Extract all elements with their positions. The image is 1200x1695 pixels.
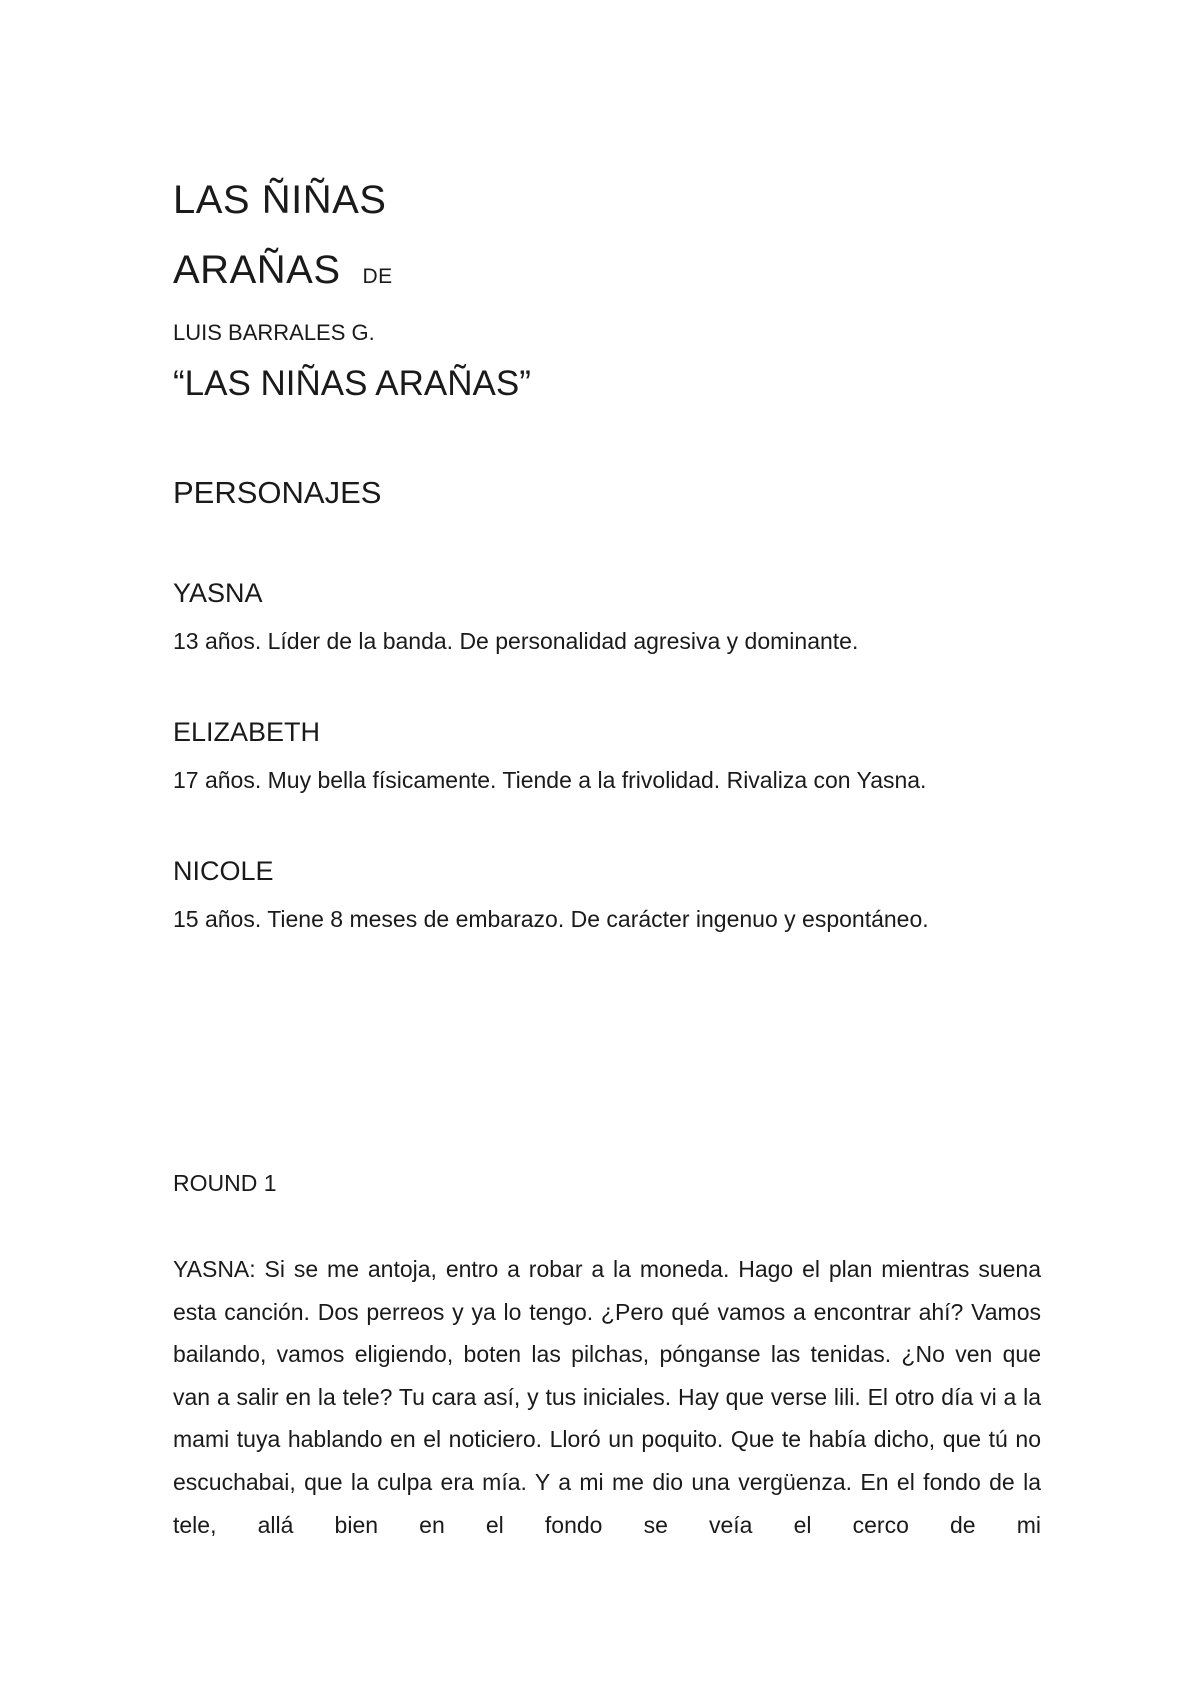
character-name: ELIZABETH bbox=[173, 717, 321, 747]
dialogue-paragraph: YASNA: Si se me antoja, entro a robar a la moneda. Hago el plan mientras suena esta canción. Dos perreos y ya lo tengo. ¿Pero qué vamos a encontrar ahí? Vamos bailando, vamos eligiendo, boten las pilchas, pónganse las tenidas. ¿No ven que van a salir en la tele? Tu cara así, y tus iniciales. Hay que verse lili. El otro día vi a la mami tuya hablando en el noticiero. Lloró un poquito. Que te había dicho, que tú no escuchabai, que la culpa era mía. Y a mi me dio una vergüenza. En el fondo de la tele, allá bien en el fondo se veía el cerco de mi bbox=[173, 1256, 1041, 1538]
character-description: 15 años. Tiene 8 meses de embarazo. De carácter ingenuo y espontáneo. bbox=[173, 906, 929, 932]
round-heading: ROUND 1 bbox=[173, 1170, 277, 1196]
character-name: NICOLE bbox=[173, 856, 274, 886]
play-subtitle: “LAS NIÑAS ARAÑAS” bbox=[173, 364, 531, 403]
character-description: 13 años. Líder de la banda. De personalidad agresiva y dominante. bbox=[173, 628, 859, 654]
character-name: YASNA bbox=[173, 578, 263, 608]
title-de: DE bbox=[362, 265, 393, 288]
author-name: LUIS BARRALES G. bbox=[173, 320, 375, 345]
title-line-2-row bbox=[173, 250, 393, 290]
characters-heading: PERSONAJES bbox=[173, 475, 382, 510]
title-line-1: LAS ÑIÑAS bbox=[173, 178, 387, 222]
character-description: 17 años. Muy bella físicamente. Tiende a la frivolidad. Rivaliza con Yasna. bbox=[173, 767, 927, 793]
title-line-2: ARAÑAS bbox=[173, 248, 341, 292]
